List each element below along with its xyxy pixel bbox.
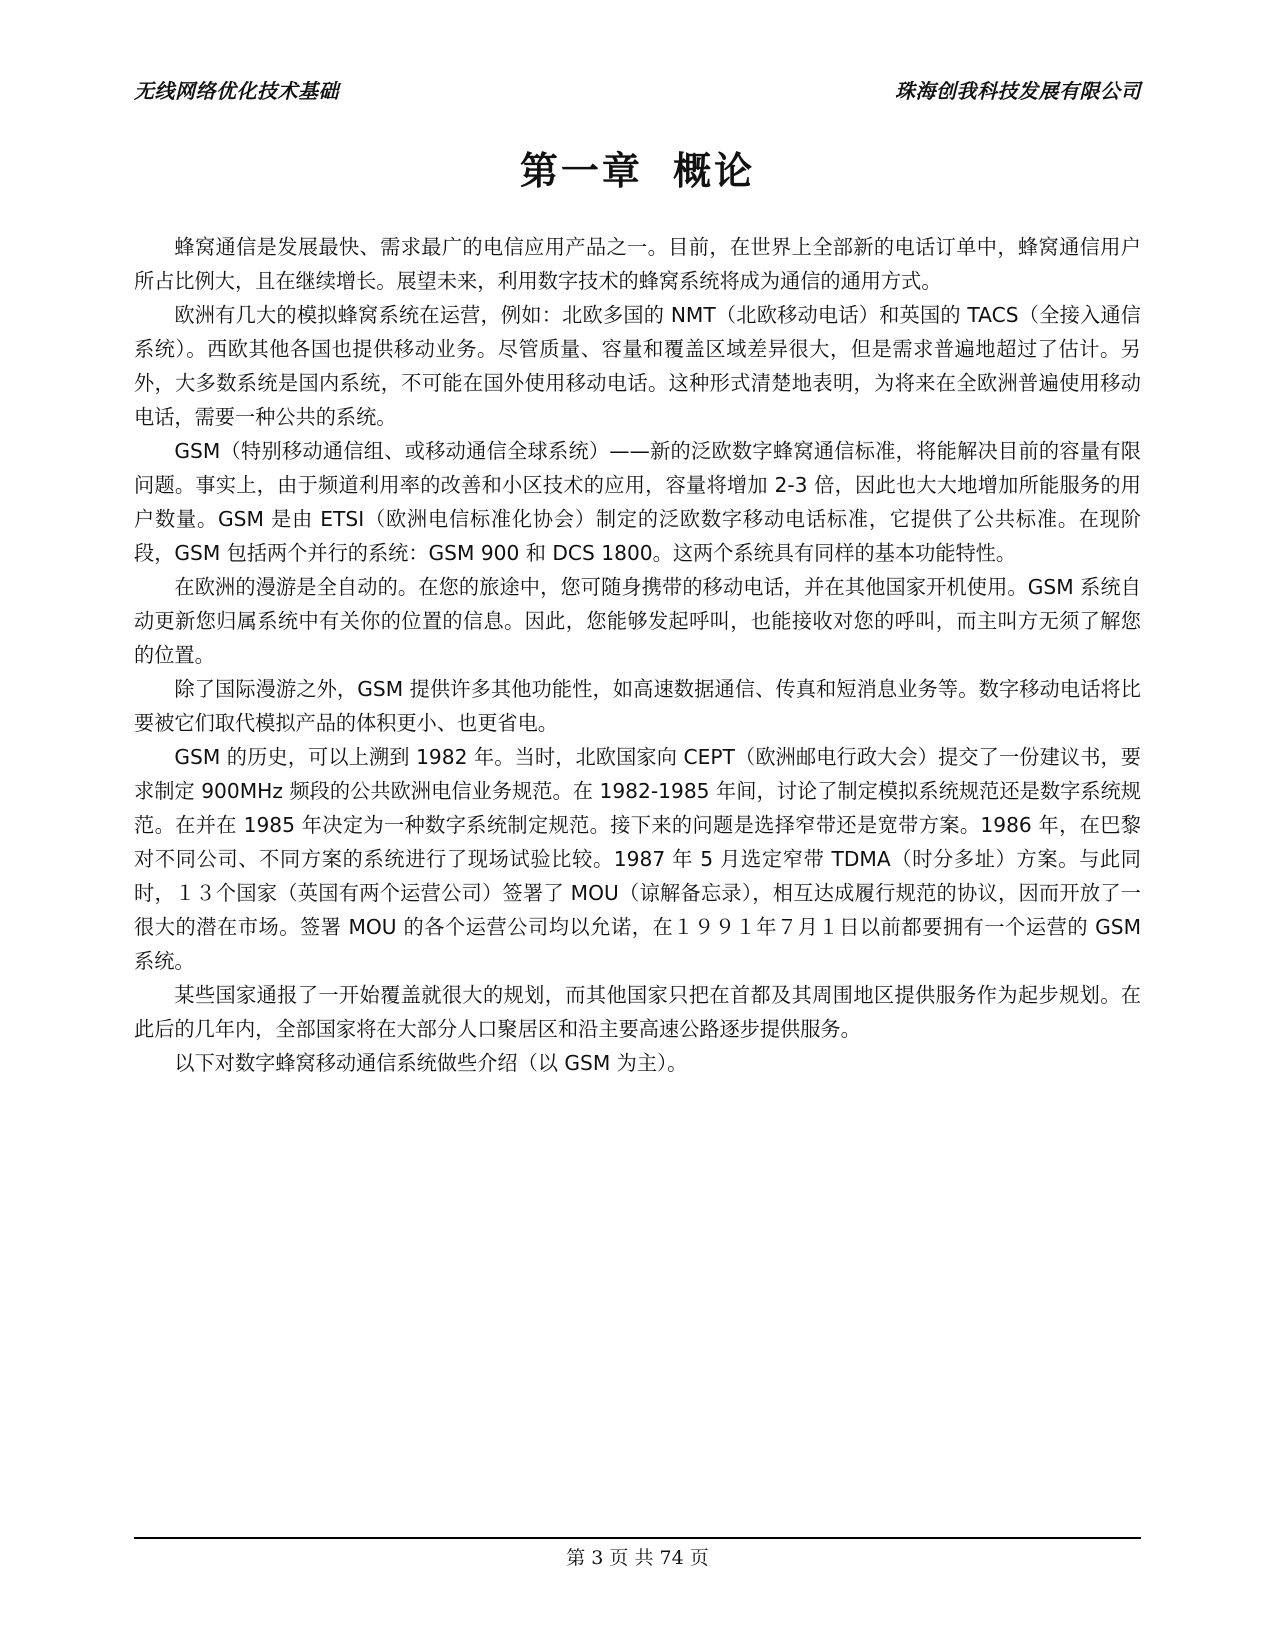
paragraph-5: 除了国际漫游之外，GSM 提供许多其他功能性，如高速数据通信、传真和短消息业务等。数字移动电话将比要被它们取代模拟产品的体积更小、也更省电。 xyxy=(134,677,1141,735)
page-number: 第 3 页 共 74 页 xyxy=(566,1547,709,1569)
page-header xyxy=(134,72,1141,106)
header-document-title: 无线网络优化技术基础 xyxy=(134,78,339,103)
chapter-body xyxy=(134,230,1141,1080)
paragraph-2: 欧洲有几大的模拟蜂窝系统在运营，例如：北欧多国的 NMT（北欧移动电话）和英国的 TACS（全接入通信系统）。西欧其他各国也提供移动业务。尽管质量、容量和覆盖区域差异很大，但是需求普遍地超过了估计。另外，大多数系统是国内系统，不可能在国外使用移动电话。这种形式清楚地表明，为将来在全欧洲普遍使用移动电话，需要一种公共的系统。 xyxy=(134,303,1141,429)
paragraph-1: 蜂窝通信是发展最快、需求最广的电信应用产品之一。目前，在世界上全部新的电话订单中，蜂窝通信用户所占比例大，且在继续增长。展望未来，利用数字技术的蜂窝系统将成为通信的通用方式。 xyxy=(134,235,1141,293)
chapter-title: 第一章 概论 xyxy=(519,149,756,193)
paragraph-7: 某些国家通报了一开始覆盖就很大的规划，而其他国家只把在首都及其周围地区提供服务作为起步规划。在此后的几年内，全部国家将在大部分人口聚居区和沿主要高速公路逐步提供服务。 xyxy=(134,983,1141,1041)
paragraph-8: 以下对数字蜂窝移动通信系统做些介绍（以 GSM 为主）。 xyxy=(174,1051,688,1075)
paragraph-6: GSM 的历史，可以上溯到 1982 年。当时，北欧国家向 CEPT（欧洲邮电行政大会）提交了一份建议书，要求制定 900MHz 频段的公共欧洲电信业务规范。在 1982-1985 年间，讨论了制定模拟系统规范还是数字系统规范。在并在 1985 年决定为一种数字系统制定规范。接下来的问题是选择窄带还是宽带方案。1986 年，在巴黎对不同公司、不同方案的系统进行了现场试验比较。1987 年 5 月选定窄带 TDMA（时分多址）方案。与此同时，１３个国家（英国有两个运营公司）签署了 MOU（谅解备忘录），相互达成履行规范的协议，因而开放了一很大的潜在市场。签署 MOU 的各个运营公司均以允诺，在１９９１年７月１日以前都要拥有一个运营的 GSM 系统。 xyxy=(134,745,1141,973)
paragraph-4: 在欧洲的漫游是全自动的。在您的旅途中，您可随身携带的移动电话，并在其他国家开机使用。GSM 系统自动更新您归属系统中有关你的位置的信息。因此，您能够发起呼叫，也能接收对您的呼叫，而主叫方无须了解您的位置。 xyxy=(134,575,1141,667)
paragraph-3: GSM（特别移动通信组、或移动通信全球系统）——新的泛欧数字蜂窝通信标准，将能解决目前的容量有限问题。事实上，由于频道利用率的改善和小区技术的应用，容量将增加 2-3 倍，因此也大大地增加所能服务的用户数量。GSM 是由 ETSI（欧洲电信标准化协会）制定的泛欧数字移动电话标准，它提供了公共标准。在现阶段，GSM 包括两个并行的系统：GSM 900 和 DCS 1800。这两个系统具有同样的基本功能特性。 xyxy=(134,439,1141,565)
footer-divider xyxy=(134,1537,1141,1539)
header-company-name: 珠海创我科技发展有限公司 xyxy=(895,78,1141,103)
